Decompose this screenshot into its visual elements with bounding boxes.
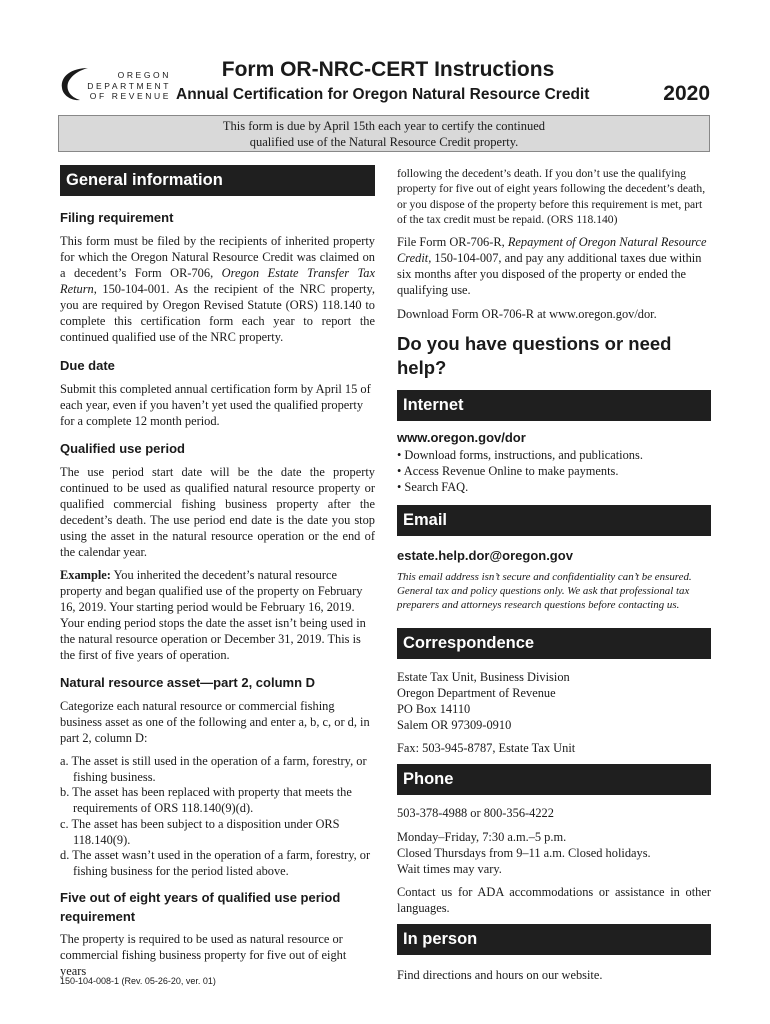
- download-text: Download Form OR-706-R at www.oregon.gov/dor.: [397, 307, 657, 322]
- list-item: b. The asset has been replaced with property that meets the requirements of ORS 118.140(9)(d).: [60, 785, 352, 816]
- form-year: 2020: [663, 82, 710, 105]
- list-item: • Access Revenue Online to make payments.: [397, 463, 619, 478]
- filing-requirement-heading: Filing requirement: [60, 210, 174, 225]
- list-item: a. The asset is still used in the operation of a farm, forestry, or fishing business.: [60, 754, 367, 784]
- address-line: Oregon Department of Revenue: [397, 686, 556, 701]
- continued-text: following the decedent’s death. If you don’t use the qualifying property for five out of eight years following the decedent’s death, or you dispose of the property before this requirement is met, part of the tax credit must be repaid. (ORS 118.140): [397, 167, 706, 226]
- qualified-use-example: [60, 567, 375, 663]
- in-person-heading: In person: [397, 924, 711, 955]
- logo-line-oregon: OREGON: [117, 70, 171, 80]
- email-disclaimer: This email address isn’t secure and confidentiality can’t be ensured. General tax and policy questions only. We ask that professional tax preparers and attorneys research questions before contacting us.: [397, 571, 692, 612]
- phone-hours: Monday–Friday, 7:30 a.m.–5 p.m.: [397, 830, 567, 845]
- email-heading: Email: [397, 505, 711, 536]
- filing-text-part2: , 150-104-001. As the recipient of the NRC property, you are required by Oregon Revised Statute (ORS) 118.140 to complete this certification form each year to report the continued qualified use of the NRC property.: [60, 282, 375, 344]
- address-line: Estate Tax Unit, Business Division: [397, 670, 570, 685]
- phone-hours-closed: Closed Thursdays from 9–11 a.m. Closed holidays.: [397, 846, 651, 861]
- general-info-heading: General information: [60, 165, 375, 196]
- phone-wait-times: Wait times may vary.: [397, 862, 502, 877]
- logo-line-revenue: OF REVENUE: [89, 91, 171, 101]
- list-item: • Search FAQ.: [397, 479, 469, 494]
- file-form-text: [397, 234, 711, 298]
- natural-asset-text: Categorize each natural resource or commercial fishing business asset as one of the following and enter a, b, c, or d, in part 2, column D:: [60, 699, 370, 745]
- page-title: Form OR-NRC-CERT Instructions: [221, 58, 555, 81]
- in-person-text: Find directions and hours on our website.: [397, 968, 603, 983]
- phone-numbers: 503-378-4988 or 800-356-4222: [397, 806, 554, 821]
- left-column: [60, 165, 375, 979]
- internet-list: [397, 448, 711, 495]
- internet-heading: Internet: [397, 390, 711, 421]
- qualified-use-text: The use period start date will be the date the property continued to be used as qualified natural resource property or qualified commercial fishing business property after the decedent’s death. The use period end date is the date you stop using the asset in the natural resource operation or the end of the calendar year.: [60, 465, 375, 559]
- example-label: Example:: [60, 568, 111, 582]
- page-subtitle: Annual Certification for Oregon Natural Resource Credit: [176, 86, 590, 103]
- mailing-address: [397, 669, 711, 733]
- email-link[interactable]: estate.help.dor@oregon.gov: [397, 548, 573, 564]
- due-notice-box: [58, 115, 710, 152]
- correspondence-heading: Correspondence: [397, 628, 711, 659]
- notice-line-2: qualified use of the Natural Resource Credit property.: [249, 134, 519, 149]
- list-item: • Download forms, instructions, and publications.: [397, 448, 643, 463]
- filing-text-part1: This form must be filed by the recipients of inherited property for which the Oregon Natural Resource Credit was claimed on a decedent’s Form OR-706,: [60, 234, 375, 280]
- phone-heading: Phone: [397, 764, 711, 795]
- list-item: d. The asset wasn’t used in the operation of a farm, forestry, or fishing business for the period listed above.: [60, 848, 371, 878]
- filing-text-form-title: Oregon Estate Transfer Tax Return: [60, 266, 375, 296]
- five-of-eight-heading: Five out of eight years of qualified use period requirement: [60, 889, 341, 924]
- list-item: c. The asset has been subject to a disposition under ORS 118.140(9).: [60, 816, 340, 847]
- file-text-part1: File Form OR-706-R,: [397, 235, 508, 250]
- natural-asset-list: [60, 754, 375, 880]
- filing-requirement-text: [60, 233, 375, 345]
- qualified-use-heading: Qualified use period: [60, 441, 185, 456]
- natural-asset-heading: Natural resource asset—part 2, column D: [60, 675, 316, 690]
- fax-number: Fax: 503-945-8787, Estate Tax Unit: [397, 741, 576, 756]
- right-column: [397, 166, 711, 983]
- ada-text: Contact us for ADA accommodations or assistance in other languages.: [397, 885, 711, 916]
- due-date-heading: Due date: [60, 358, 115, 373]
- address-line: PO Box 14110: [397, 702, 471, 717]
- form-footer-id: 150-104-008-1 (Rev. 05-26-20, ver. 01): [60, 976, 216, 986]
- questions-heading: Do you have questions or need help?: [397, 333, 672, 379]
- example-text: You inherited the decedent’s natural resource property and began qualified use of the property on February 16, 2019. Your starting period would be February 16, 2019. Your ending period stops the date the asset isn’t being used in the natural resource operation or December 31, 2019. This is the first of five years of operation.: [60, 568, 366, 662]
- notice-line-1: This form is due by April 15th each year to certify the continued: [222, 119, 546, 133]
- website-link[interactable]: www.oregon.gov/dor: [397, 430, 526, 446]
- oregon-revenue-logo: [58, 64, 176, 104]
- five-of-eight-text: The property is required to be used as natural resource or commercial fishing business property for five out of eight years: [60, 931, 347, 978]
- file-text-form-title: Repayment of Oregon Natural Resource Credit: [397, 235, 707, 266]
- logo-line-department: DEPARTMENT: [87, 80, 171, 91]
- file-text-part2: , 150-104-007, and pay any additional taxes due within six months after you disposed of the property or ended the qualifying use.: [397, 251, 702, 298]
- address-line: Salem OR 97309-0910: [397, 718, 512, 733]
- due-date-text: Submit this completed annual certification form by April 15 of each year, even if you haven’t yet used the qualified property for a complete 12 month period.: [60, 382, 371, 428]
